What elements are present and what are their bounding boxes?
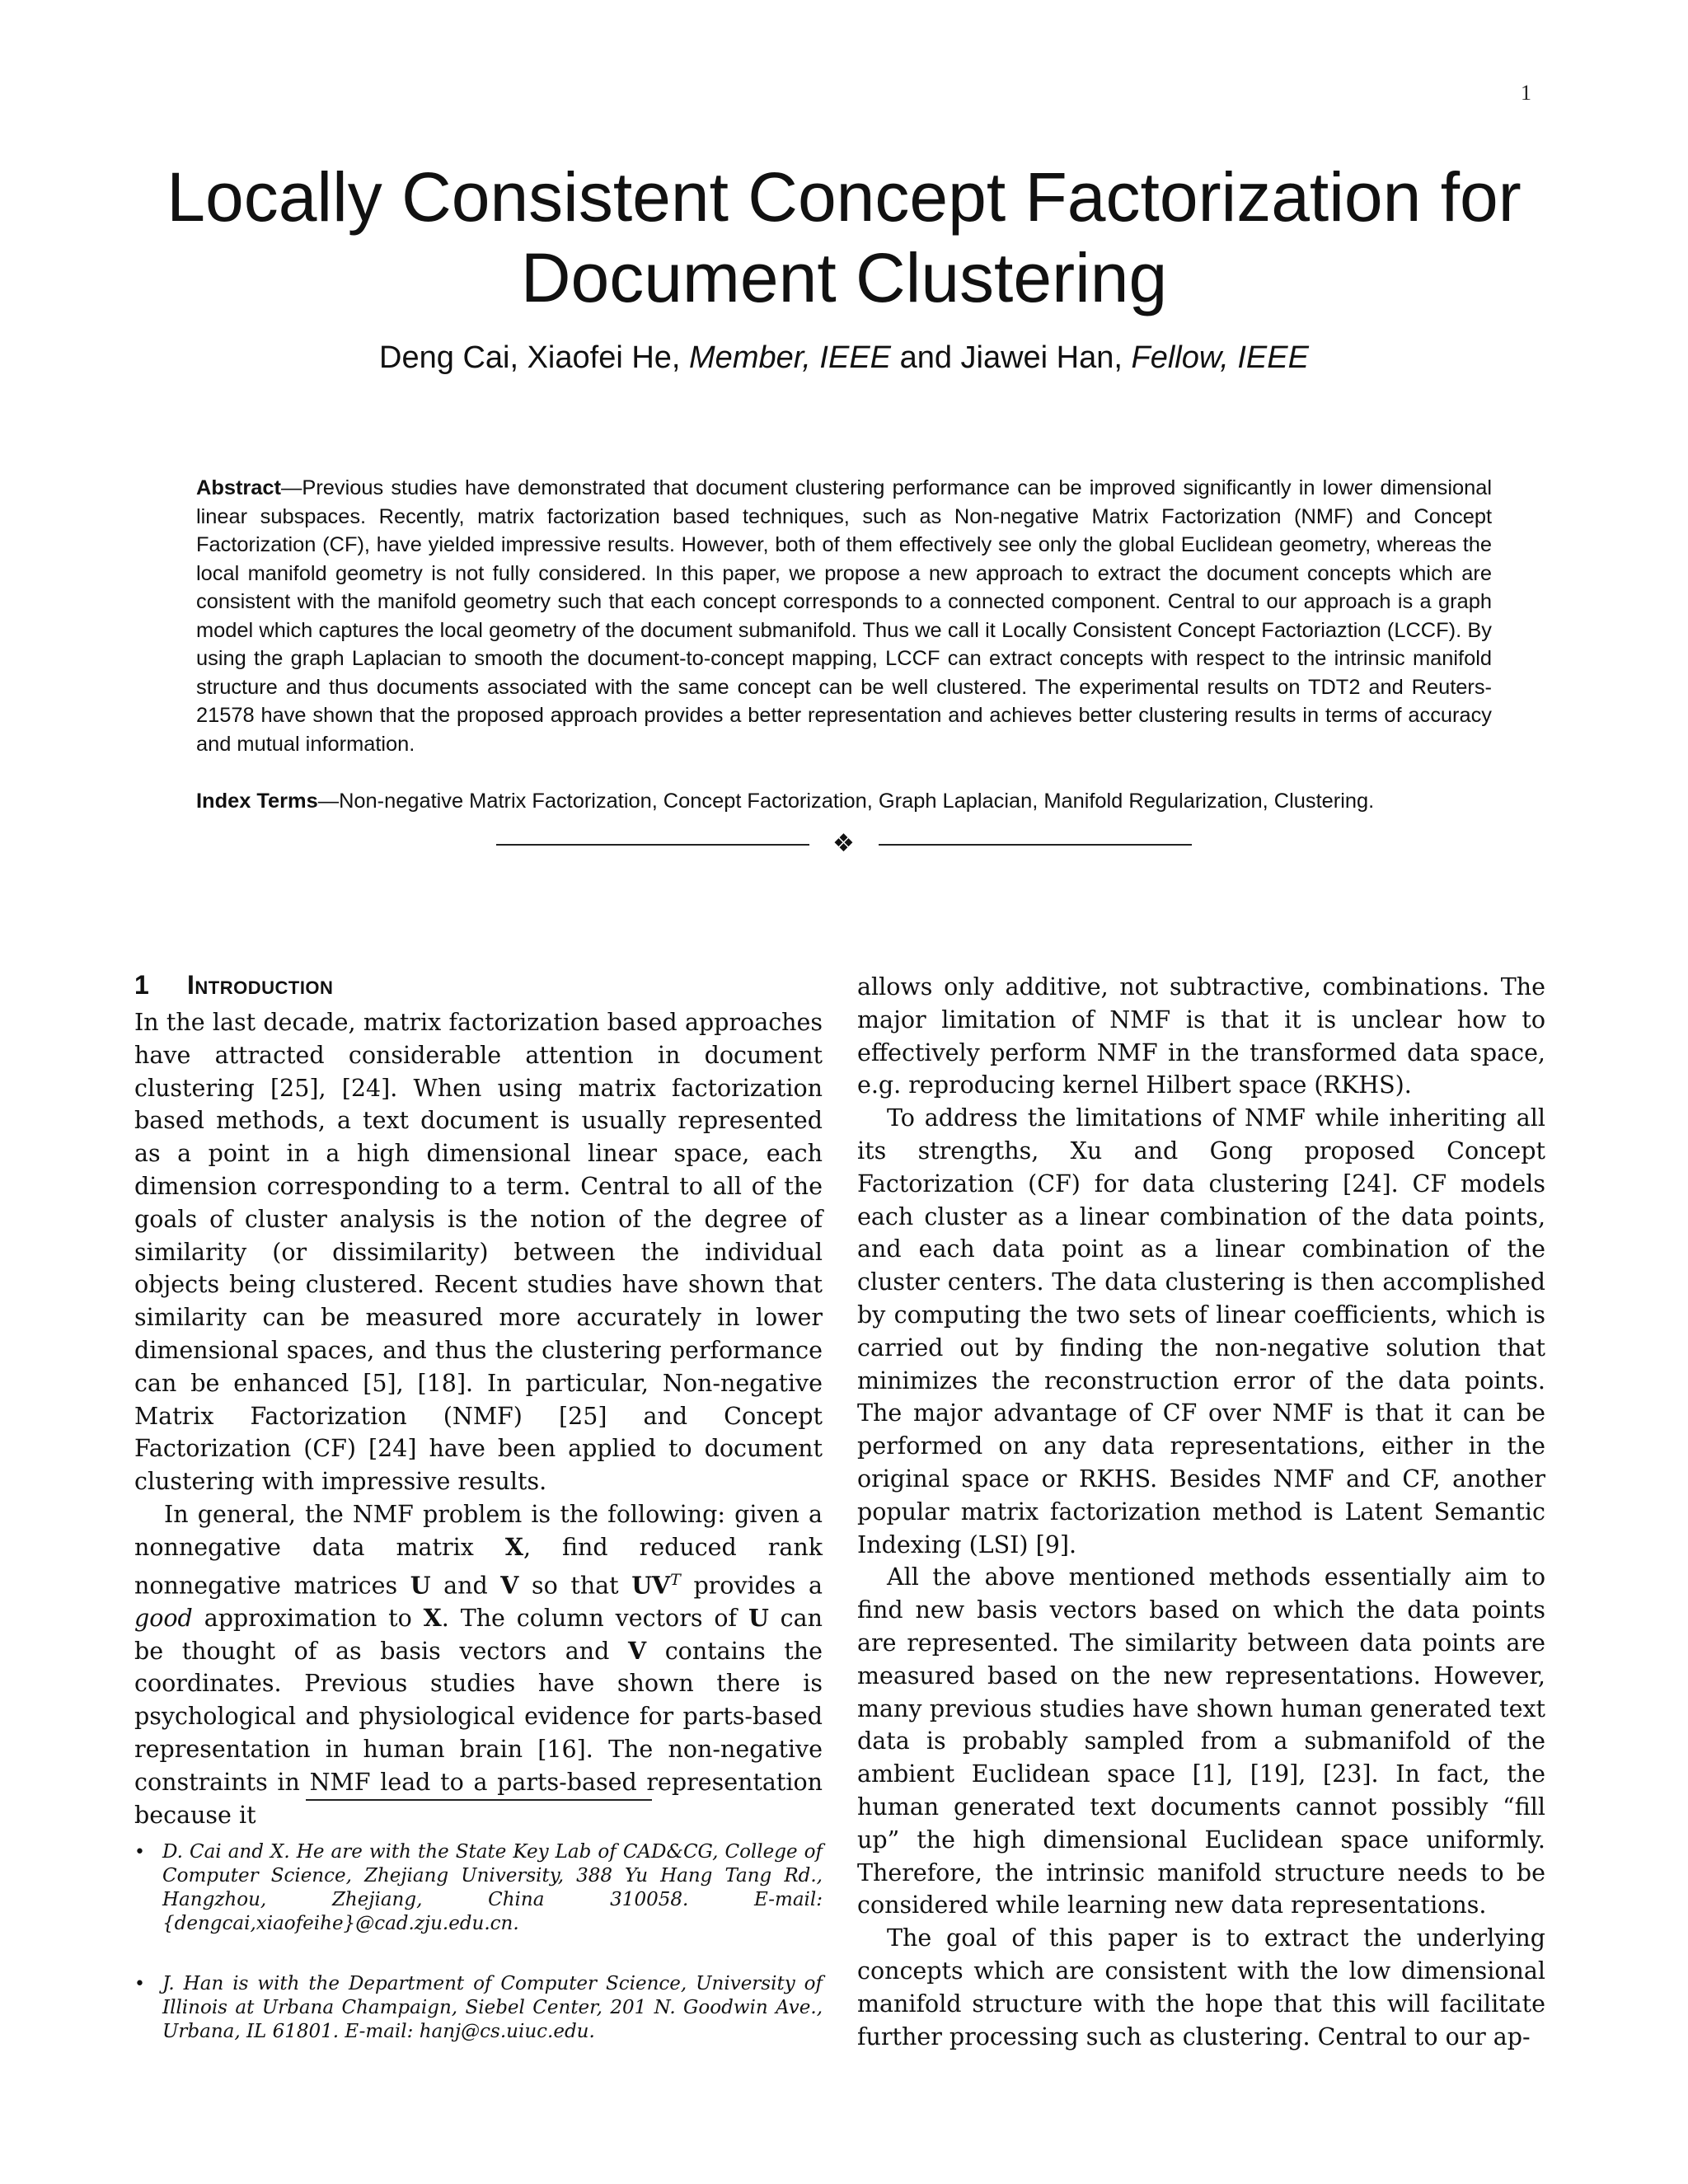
section-title bbox=[187, 970, 333, 1000]
bullet-icon: • bbox=[134, 1974, 145, 1994]
text-run: In general, the NMF problem is the following: given a nonnegative data matrix bbox=[134, 1500, 823, 1561]
section-heading bbox=[134, 968, 823, 1001]
abstract-text: —Previous studies have demonstrated that document clustering performance can be improved significantly in lower dimensional linear subspaces. Recently, matrix factorization based techniques, such as Non-negative Matrix Factorization (NMF) and Concept Factorization (CF), have yielded impressive results. However, both of them effectively see only the global Euclidean geometry, whereas the local manifold geometry is not fully considered. In this paper, we propose a new approach to extract the document concepts which are consistent with the manifold geometry such that each concept corresponds to a connected component. Central to our approach is a graph model which captures the local geometry of the document submanifold. Thus we call it Locally Consistent Concept Factoriaztion (LCCF). By using the graph Laplacian to smooth the document-to-concept mapping, LCCF can extract concepts with respect to the intrinsic manifold structure and thus documents associated with the same concept can be well clustered. The experimental results on TDT2 and Reuters-21578 have shown that the proposed approach provides a better representation and achieves better clustering results in terms of accuracy and mutual information. bbox=[196, 476, 1492, 756]
bullet-icon: • bbox=[134, 1842, 145, 1863]
author-line bbox=[148, 338, 1540, 377]
abstract-label: Abstract bbox=[196, 476, 282, 499]
page-number: 1 bbox=[1521, 81, 1531, 105]
index-terms bbox=[196, 787, 1492, 816]
left-column bbox=[134, 968, 823, 1831]
matrix-symbol: U bbox=[748, 1603, 769, 1632]
footnote-text: D. Cai and X. He are with the State Key Lab of CAD&CG, College of Computer Science, Zhejiang University, 388 Yu Hang Tang Rd., Hangzhou, Zhejiang, China 310058. E-mail: {dengcai,xiaofeihe}@cad.zju.edu.cn. bbox=[162, 1841, 823, 1934]
index-terms-text: —Non-negative Matrix Factorization, Concept Factorization, Graph Laplacian, Manifold Regularization, Clustering. bbox=[317, 790, 1375, 813]
matrix-symbol: V bbox=[500, 1571, 519, 1600]
footnote-rule bbox=[306, 1799, 652, 1801]
section-divider bbox=[496, 829, 1192, 858]
matrix-symbol: V bbox=[627, 1636, 647, 1665]
diamond-ornament-icon: ❖ bbox=[832, 829, 855, 858]
footnote-text: J. Han is with the Department of Computer Science, University of Illinois at Urbana Champaign, Siebel Center, 201 N. Goodwin Ave., Urbana, IL 61801. E-mail: hanj@cs.uiuc.edu. bbox=[162, 1973, 823, 2042]
text-run: provides a bbox=[680, 1572, 823, 1600]
intro-paragraph-1: In the last decade, matrix factorization based approaches have attracted considerable attention in document clustering [25], [24]. When using matrix factorization based methods, a text document is usually represented as a point in a high dimensional linear space, each dimension corresponding to a term. Central to all of the goals of cluster analysis is the notion of the degree of similarity (or dissimilarity) between the individual objects being clustered. Recent studies have shown that similarity can be measured more accurately in lower dimensional spaces, and thus the clustering performance can be enhanced [5], [18]. In particular, Non-negative Matrix Factorization (NMF) [25] and Concept Factorization (CF) [24] have been applied to document clustering with impressive results. bbox=[134, 1009, 823, 1496]
text-run: contains the coordinates. Previous studies have shown there is psychological and physiological evidence for parts-based representation in human brain [16]. The non-negative constraints in NMF lead to a parts-based representation because it bbox=[134, 1637, 823, 1829]
intro-paragraph-4: To address the limitations of NMF while inheriting all its strengths, Xu and Gong proposed Concept Factorization (CF) for data clustering [24]. CF models each cluster as a linear combination of the data points, and each data point as a linear combination of the cluster centers. The data clustering is then accomplished by computing the two sets of linear coefficients, which is carried out by finding the non-negative solution that minimizes the reconstruction error of the data points. The major advantage of CF over NMF is that it can be performed on any data representations, either in the original space or RKHS. Besides NMF and CF, another popular matrix factorization method is Latent Semantic Indexing (LSI) [9]. bbox=[857, 1104, 1545, 1558]
text-run: can be thought of as basis vectors and bbox=[134, 1604, 823, 1665]
right-column bbox=[857, 971, 1545, 2053]
intro-paragraph-5: All the above mentioned methods essentially aim to find new basis vectors based on which the data points are represented. The similarity between data points are measured based on the new representations. However, many previous studies have shown human generated text data is probably sampled from a submanifold of the ambient Euclidean space [1], [19], [23]. In fact, the human generated text documents cannot possibly “fill up” the high dimensional Euclidean space uniformly. Therefore, the intrinsic manifold structure needs to be considered while learning new data representations. bbox=[857, 1563, 1545, 1919]
text-run: . The column vectors of bbox=[441, 1604, 748, 1632]
footnotes bbox=[134, 1840, 823, 2080]
divider-line-left bbox=[496, 844, 809, 846]
abstract bbox=[196, 474, 1492, 758]
footnote-affiliation-han bbox=[134, 1972, 823, 2044]
author-role-member: Member, IEEE bbox=[689, 340, 892, 375]
matrix-symbol: UV bbox=[631, 1571, 671, 1600]
matrix-symbol: X bbox=[504, 1532, 523, 1561]
intro-paragraph-2 bbox=[134, 1498, 823, 1831]
intro-paragraph-3: allows only additive, not subtractive, combinations. The major limitation of NMF is that it is unclear how to effectively perform NMF in the transformed data space, e.g. reproducing kernel Hilbert space (RKHS). bbox=[857, 973, 1545, 1099]
divider-line-right bbox=[879, 844, 1192, 846]
text-run: and bbox=[430, 1572, 501, 1600]
section-title-text: Introduction bbox=[187, 970, 334, 1000]
index-terms-label: Index Terms bbox=[196, 790, 318, 813]
text-run: so that bbox=[518, 1572, 632, 1600]
author-role-fellow: Fellow, IEEE bbox=[1131, 340, 1309, 375]
footnote-affiliation-cai-he bbox=[134, 1840, 823, 1936]
paper-title: Locally Consistent Concept Factorization for Document Clustering bbox=[166, 158, 1522, 316]
text-run: approximation to bbox=[192, 1604, 424, 1632]
text-run: , find reduced rank nonnegative matrices bbox=[134, 1533, 823, 1600]
author-names-1: Deng Cai, Xiaofei He, bbox=[379, 340, 690, 375]
author-names-2: and Jiawei Han, bbox=[891, 340, 1132, 375]
emphasis-good: good bbox=[134, 1604, 193, 1632]
section-number: 1 bbox=[134, 970, 150, 1000]
transpose-superscript: T bbox=[670, 1570, 681, 1589]
matrix-symbol: U bbox=[410, 1571, 431, 1600]
intro-paragraph-6: The goal of this paper is to extract the underlying concepts which are consistent with the low dimensional manifold structure with the hope that this will facilitate further processing such as clustering. Central to our ap- bbox=[857, 1924, 1545, 2050]
matrix-symbol: X bbox=[423, 1603, 442, 1632]
